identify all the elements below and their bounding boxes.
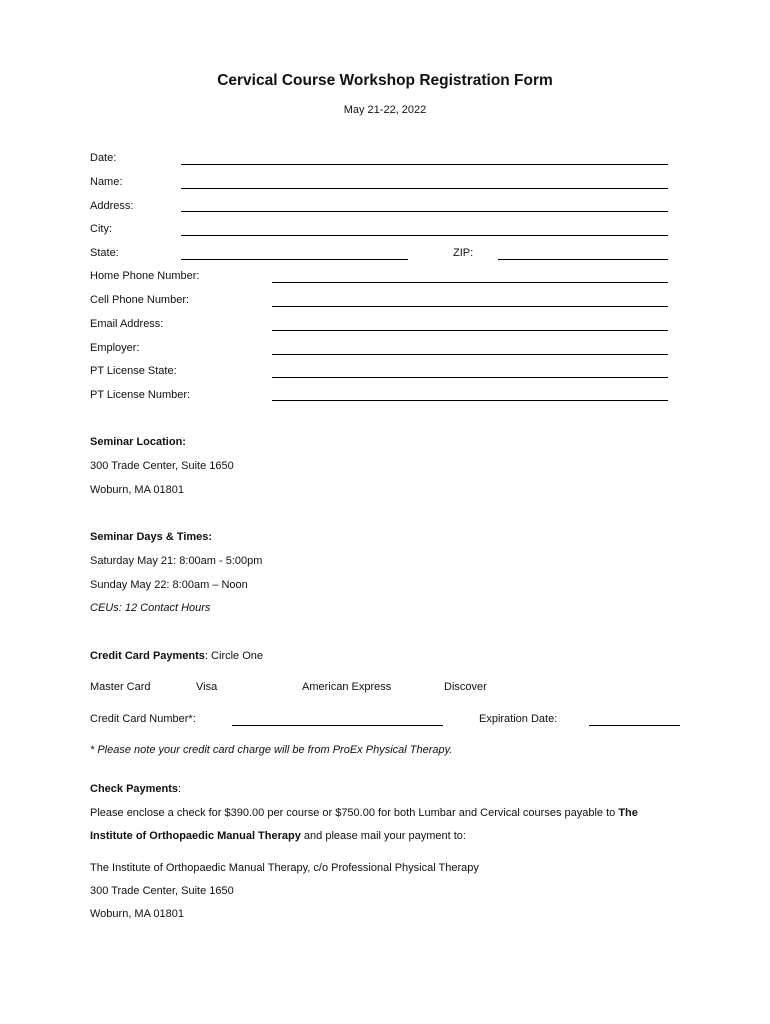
- check-payee-part-1: The: [618, 807, 638, 819]
- expiration-date-field-line[interactable]: [589, 725, 680, 726]
- location-line-1: 300 Trade Center, Suite 1650: [90, 460, 234, 472]
- city-field-line[interactable]: [181, 235, 668, 236]
- home-phone-label: Home Phone Number:: [90, 270, 200, 282]
- card-option-discover[interactable]: Discover: [444, 681, 487, 693]
- mailing-address-line-2: 300 Trade Center, Suite 1650: [90, 885, 234, 897]
- credit-card-number-field-line[interactable]: [232, 725, 443, 726]
- check-instructions-line-2: [90, 830, 466, 842]
- zip-label: ZIP:: [453, 247, 474, 259]
- location-line-2: Woburn, MA 01801: [90, 484, 184, 496]
- mailing-address-line-1: The Institute of Orthopaedic Manual Therapy, c/o Professional Physical Therapy: [90, 862, 479, 874]
- form-title: Cervical Course Workshop Registration Form: [217, 72, 553, 89]
- check-payments-heading-bold: Check Payments: [90, 783, 179, 795]
- card-option-american-express[interactable]: American Express: [302, 681, 392, 693]
- pt-license-number-field-line[interactable]: [272, 400, 668, 401]
- credit-card-note: * Please note your credit card charge will be from ProEx Physical Therapy.: [90, 744, 453, 756]
- employer-label: Employer:: [90, 342, 140, 354]
- cell-phone-field-line[interactable]: [272, 306, 668, 307]
- workshop-dates: May 21-22, 2022: [343, 104, 427, 116]
- pt-license-number-label: PT License Number:: [90, 389, 191, 401]
- city-label: City:: [90, 223, 112, 235]
- state-field-line[interactable]: [181, 259, 408, 260]
- ceus-text: CEUs: 12 Contact Hours: [90, 602, 211, 614]
- check-payee-part-2: Institute of Orthopaedic Manual Therapy: [90, 830, 301, 842]
- date-label: Date:: [90, 152, 117, 164]
- email-label: Email Address:: [90, 318, 164, 330]
- email-field-line[interactable]: [272, 330, 668, 331]
- check-instructions-text-1: Please enclose a check for $390.00 per course or $750.00 for both Lumbar and Cervical courses payable to: [90, 807, 619, 819]
- circle-one-text: : Circle One: [204, 650, 264, 662]
- card-option-visa[interactable]: Visa: [196, 681, 218, 693]
- card-option-master-card[interactable]: Master Card: [90, 681, 151, 693]
- expiration-date-label: Expiration Date:: [479, 713, 558, 725]
- zip-field-line[interactable]: [498, 259, 668, 260]
- credit-card-heading: [90, 650, 263, 662]
- date-field-line[interactable]: [181, 164, 668, 165]
- check-payments-heading: [90, 783, 181, 795]
- name-label: Name:: [90, 176, 123, 188]
- name-field-line[interactable]: [181, 188, 668, 189]
- pt-license-state-field-line[interactable]: [272, 377, 668, 378]
- pt-license-state-label: PT License State:: [90, 365, 177, 377]
- check-instructions-text-2: and please mail your payment to:: [300, 830, 466, 842]
- mailing-address-line-3: Woburn, MA 01801: [90, 908, 184, 920]
- schedule-day-1: Saturday May 21: 8:00am - 5:00pm: [90, 555, 263, 567]
- address-label: Address:: [90, 200, 134, 212]
- state-label: State:: [90, 247, 119, 259]
- address-field-line[interactable]: [181, 211, 668, 212]
- seminar-location-heading: Seminar Location:: [90, 436, 186, 448]
- check-instructions-line-1: [90, 807, 638, 819]
- schedule-day-2: Sunday May 22: 8:00am – Noon: [90, 579, 248, 591]
- credit-card-number-label: Credit Card Number*:: [90, 713, 196, 725]
- check-payments-colon: :: [178, 783, 182, 795]
- home-phone-field-line[interactable]: [272, 282, 668, 283]
- employer-field-line[interactable]: [272, 354, 668, 355]
- credit-card-heading-bold: Credit Card Payments: [90, 650, 205, 662]
- seminar-days-heading: Seminar Days & Times:: [90, 531, 213, 543]
- cell-phone-label: Cell Phone Number:: [90, 294, 190, 306]
